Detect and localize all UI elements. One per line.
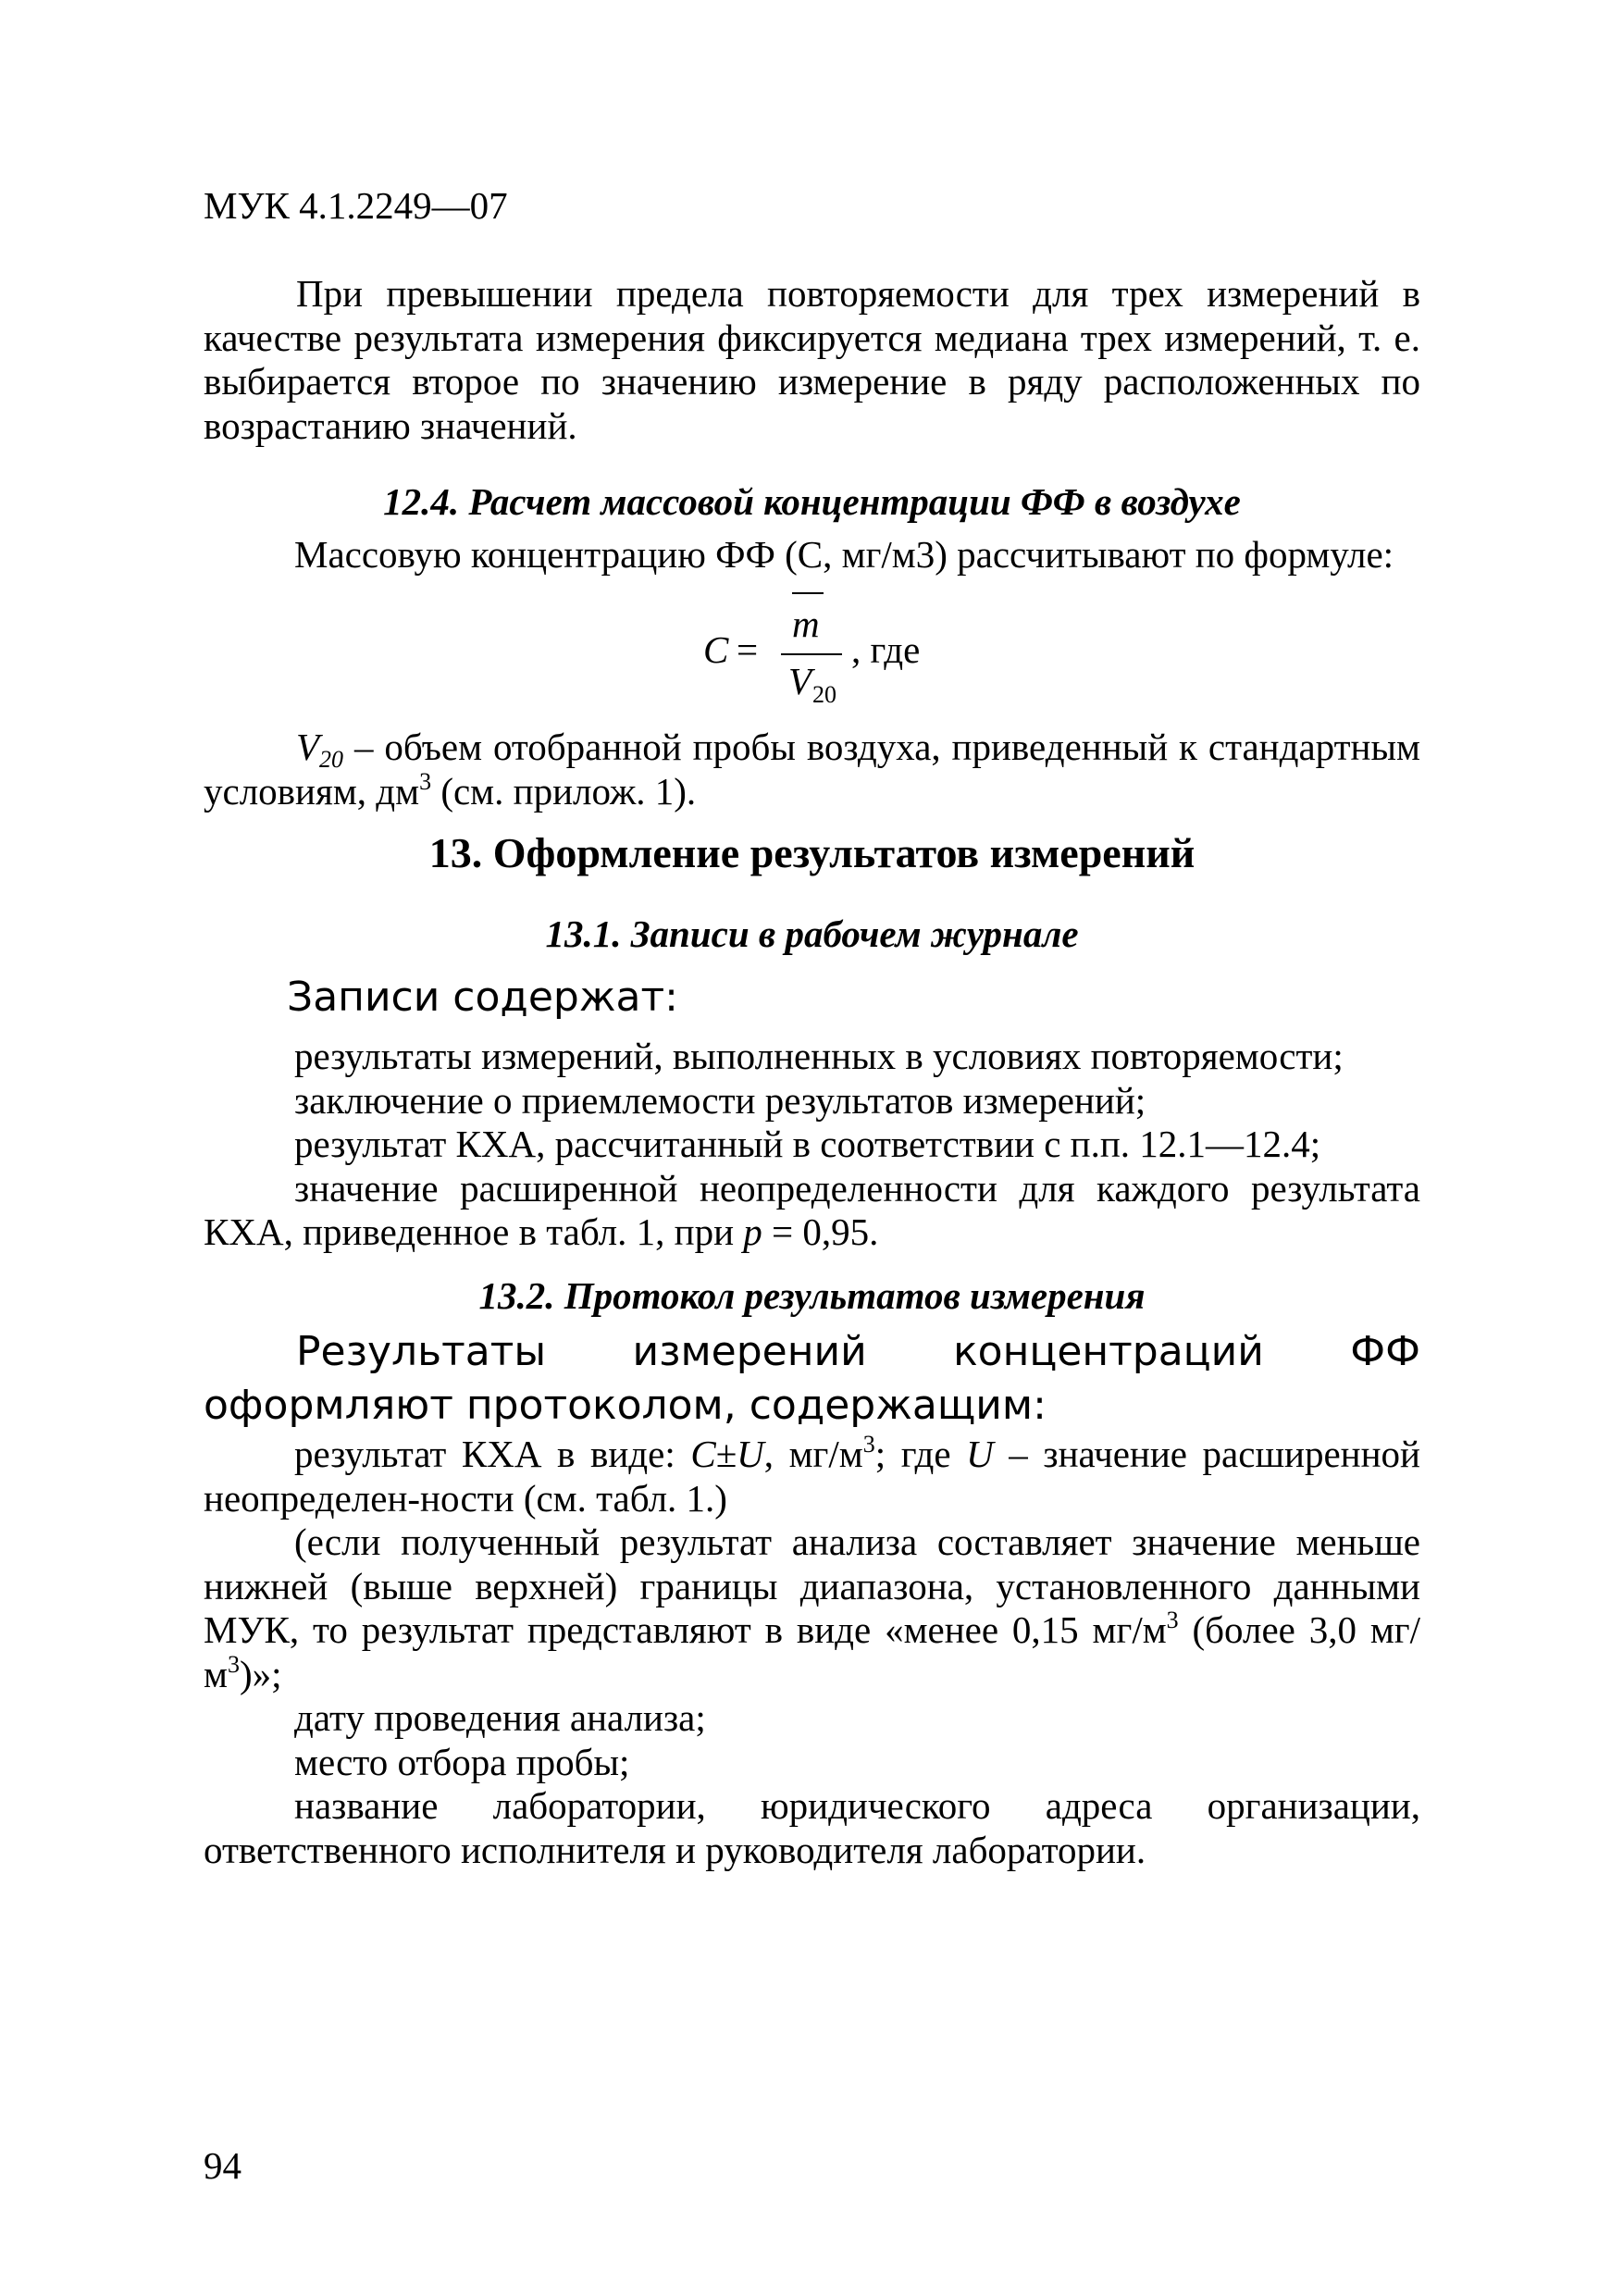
protocol-item1-text-d: – значение расширенной неопределен-ности (см. табл. 1.) <box>204 1433 1420 1520</box>
protocol-item: место отбора пробы; <box>294 1740 630 1783</box>
formula-equals: = <box>737 628 759 671</box>
protocol-item1-text-c: ; где <box>874 1433 967 1475</box>
subheading-12-4: 12.4. Расчет массовой концентрации ФФ в воздухе <box>383 480 1241 523</box>
u-symbol: U <box>966 1433 994 1475</box>
protocol-item: название лаборатории, юридического адреса организации, ответственного исполнителя и руководителя лаборатории. <box>204 1784 1420 1871</box>
v20-text-b: (см. прилож. 1). <box>431 769 697 813</box>
records-last-text-b: = 0,95. <box>762 1210 879 1253</box>
protocol-item2-text-b: (более 3,0 мг/м <box>204 1608 1420 1695</box>
records-item-uncertainty <box>204 1167 1420 1255</box>
formula-fraction-line <box>781 653 842 655</box>
page-number: 94 <box>204 2144 242 2187</box>
paragraph-v20-definition <box>204 726 1420 813</box>
formula-lhs: C <box>703 628 729 671</box>
section-13-title: 13. Оформление результатов измерений <box>428 829 1196 876</box>
formula-numerator: m <box>792 602 820 645</box>
page-header: МУК 4.1.2249—07 <box>204 184 508 227</box>
protocol-item-result <box>204 1433 1420 1520</box>
p-symbol: р <box>743 1210 762 1253</box>
protocol-item-range-note <box>204 1520 1420 1696</box>
v20-subscript: 20 <box>319 746 344 773</box>
protocol-item1-formula: C±U <box>690 1433 764 1475</box>
protocol-intro: Результаты измерений концентраций ФФ оформляют протоколом, содержащим: <box>204 1328 1420 1429</box>
records-intro: Записи содержат: <box>287 974 678 1021</box>
records-list <box>204 1035 1420 1255</box>
subheading-13-1: 13.1. Записи в рабочем журнале <box>545 912 1079 955</box>
v20-text-a: – объем отобранной пробы воздуха, приведенный к стандартным условиям, дм <box>204 726 1420 813</box>
protocol-item2-text-a: (если полученный результат анализа составляет значение меньше нижней (выше верхней) границы диапазона, установленного данными МУК, то результат представляют в виде «менее 0,15 мг/м <box>204 1520 1420 1651</box>
v20-symbol: V <box>296 726 320 768</box>
subheading-13-2: 13.2. Протокол результатов измерения <box>478 1274 1146 1317</box>
protocol-item2-sup2: 3 <box>227 1650 240 1678</box>
formula-mean-bar <box>792 592 824 594</box>
formula-suffix: , где <box>851 628 921 671</box>
protocol-item: дату проведения анализа; <box>294 1696 706 1739</box>
formula-c <box>703 592 981 708</box>
formula-denominator: V <box>788 660 812 702</box>
records-item: заключение о приемлемости результатов измерений; <box>294 1078 1146 1122</box>
protocol-item1-sup: 3 <box>862 1431 875 1458</box>
protocol-item1-text-b: , мг/м <box>763 1433 863 1475</box>
paragraph-repeatability: При превышении предела повторяемости для трех измерений в качестве результата измерения фиксируется медиана трех измерений, т. е. выбирается второе по значению измерение в ряду расположенных по возрастанию значений. <box>204 272 1420 447</box>
records-last-text-a: значение расширенной неопределенности для каждого результата КХА, приведенное в табл. 1, при <box>204 1166 1420 1253</box>
mass-concentration-line: Массовую концентрацию ФФ (С, мг/м3) рассчитывают по формуле: <box>294 533 1394 576</box>
v20-superscript: 3 <box>419 767 432 795</box>
protocol-item1-text-a: результат КХА в виде: <box>294 1433 691 1475</box>
protocol-item2-sup1: 3 <box>1166 1607 1179 1633</box>
protocol-list <box>204 1433 1420 1872</box>
protocol-item2-text-c: )»; <box>239 1652 282 1695</box>
formula-denominator-subscript: 20 <box>812 681 836 708</box>
records-item: результаты измерений, выполненных в условиях повторяемости; <box>294 1035 1344 1077</box>
records-item: результат КХА, рассчитанный в соответствии с п.п. 12.1—12.4; <box>294 1123 1321 1165</box>
